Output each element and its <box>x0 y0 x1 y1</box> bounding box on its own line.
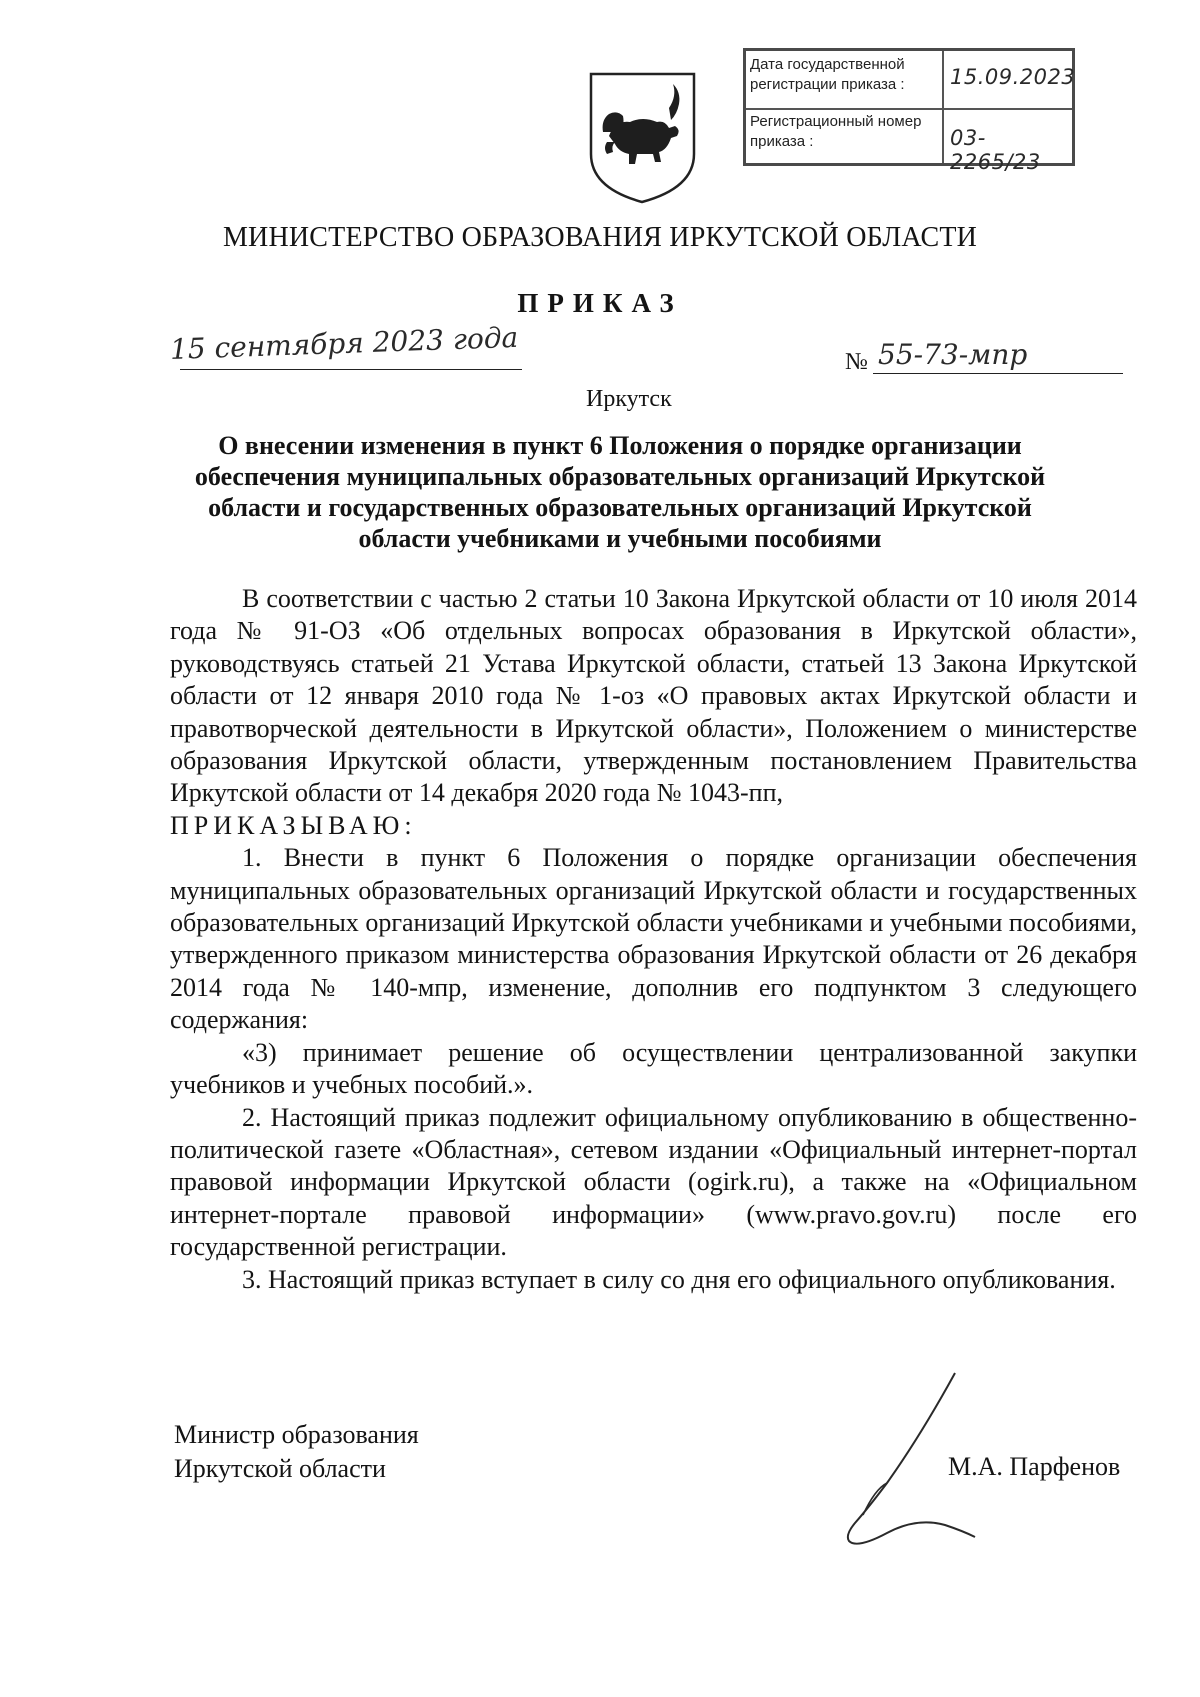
signatory-position-line2: Иркутской области <box>174 1454 386 1483</box>
item-3-paragraph: 3. Настоящий приказ вступает в силу со дня его официального опубликования. <box>242 1264 1116 1294</box>
stamp-number-label: Регистрационный номер приказа : <box>750 113 922 150</box>
item-1-quote-paragraph: «3) принимает решение об осуществлении централизованной закупки учебников и учебных пособий.». <box>170 1037 1137 1100</box>
stamp-number-value: 03-2265/23 <box>950 126 1041 174</box>
order-keyword: ПРИКАЗЫВАЮ: <box>170 810 417 840</box>
stamp-date-label: Дата государственной регистрации приказа : <box>750 56 905 93</box>
stamp-divider <box>942 108 944 163</box>
city-name: Иркутск <box>586 386 672 412</box>
stamp-number-row <box>746 108 1072 174</box>
handwritten-order-number: 55-73-мпр <box>878 338 1028 371</box>
date-underline <box>180 369 522 370</box>
ministry-name: МИНИСТЕРСТВО ОБРАЗОВАНИЯ ИРКУТСКОЙ ОБЛАСТИ <box>222 222 978 253</box>
stamp-divider <box>942 51 944 108</box>
stamp-date-value: 15.09.2023 <box>950 65 1076 89</box>
preamble-paragraph: В соответствии с частью 2 статьи 10 Закона Иркутской области от 10 июля 2014 года № 91-ОЗ «Об отдельных вопросах образования в Иркутской области», руководствуясь статьей 21 Устава Иркутской области, статьей 13 Закона Иркутской области от 12 января 2010 года № 1-оз «О правовых актах Иркутской области и правотворческой деятельности в Иркутской области», Положением о министерстве образования Иркутской области, утвержденным постановлением Правительства Иркутской области от 14 декабря 2020 года № 1043-пп, <box>170 584 1137 808</box>
coat-of-arms-icon <box>585 70 700 205</box>
signatory-position <box>174 1418 419 1486</box>
signatory-position-line1: Министр образования <box>174 1420 419 1449</box>
item-2-paragraph: 2. Настоящий приказ подлежит официальному опубликованию в общественно-политической газете «Областная», сетевом издании «Официальный интернет-портал правовой информации Иркутской области (ogirk.ru), а также на «Официальном интернет-портале правовой информации» (www.pravo.gov.ru) после его государственной регистрации. <box>170 1102 1137 1262</box>
number-underline <box>873 373 1123 374</box>
number-sign: № <box>845 349 868 375</box>
registration-stamp <box>743 48 1076 174</box>
order-body <box>170 583 1137 1296</box>
document-type-title: ПРИКАЗ <box>517 288 683 318</box>
order-subject: О внесении изменения в пункт 6 Положения о порядке организации обеспечения муниципальных образовательных организаций Иркутской области и государственных образовательных организаций Иркутской области учебниками и учебными пособиями <box>194 431 1046 553</box>
signatory-name: М.А. Парфенов <box>948 1452 1121 1481</box>
item-1-paragraph: 1. Внести в пункт 6 Положения о порядке организации обеспечения муниципальных образовательных организаций Иркутской области и государственных образовательных организаций Иркутской области учебниками и учебными пособиями, утвержденного приказом министерства образования Иркутской области от 26 декабря 2014 года № 140-мпр, изменение, дополнив его подпунктом 3 следующего содержания: <box>170 843 1137 1035</box>
handwritten-date: 15 сентября 2023 года <box>169 320 519 366</box>
stamp-date-row <box>746 51 1076 110</box>
